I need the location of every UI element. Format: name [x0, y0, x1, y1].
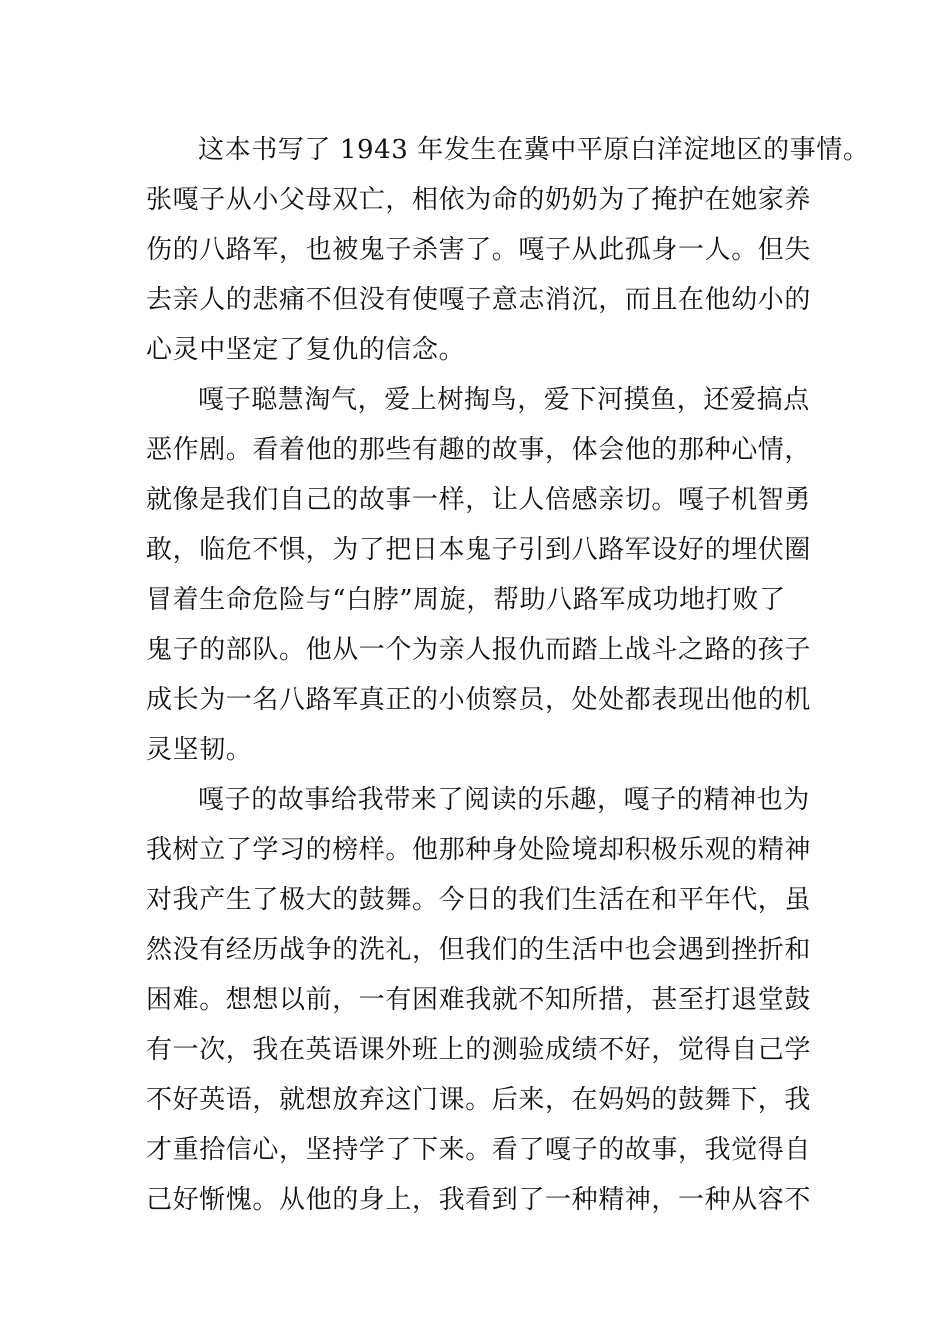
paragraph-1-line-1: 这本书写了 1943 年发生在冀中平原白洋淀地区的事情。	[198, 135, 870, 165]
paragraph-3-line-9: 己好惭愧。从他的身上，我看到了一种精神，一种从容不	[146, 1185, 812, 1215]
paragraph-3-line-6: 有一次，我在英语课外班上的测验成绩不好，觉得自己学	[146, 1035, 812, 1065]
paragraph-2-line-7: 成长为一名八路军真正的小侦察员，处处都表现出他的机	[146, 685, 812, 715]
paragraph-2-line-4: 敢，临危不惧，为了把日本鬼子引到八路军设好的埋伏圈	[146, 535, 812, 565]
paragraph-2-line-3: 就像是我们自己的故事一样，让人倍感亲切。嘎子机智勇	[146, 485, 812, 515]
paragraph-3-line-8: 才重拾信心，坚持学了下来。看了嘎子的故事，我觉得自	[146, 1135, 812, 1165]
paragraph-2-line-8: 灵坚韧。	[146, 735, 253, 765]
paragraph-2-line-6: 鬼子的部队。他从一个为亲人报仇而踏上战斗之路的孩子	[146, 635, 812, 665]
paragraph-1-line-2: 张嘎子从小父母双亡，相依为命的奶奶为了掩护在她家养	[146, 185, 812, 215]
paragraph-3-line-2: 我树立了学习的榜样。他那种身处险境却积极乐观的精神	[146, 835, 812, 865]
paragraph-2-line-2: 恶作剧。看着他的那些有趣的故事，体会他的那种心情，	[146, 435, 812, 465]
paragraph-3-line-3: 对我产生了极大的鼓舞。今日的我们生活在和平年代，虽	[146, 885, 812, 915]
paragraph-2-line-1: 嘎子聪慧淘气，爱上树掏鸟，爱下河摸鱼，还爱搞点	[198, 385, 810, 415]
paragraph-1-line-5: 心灵中坚定了复仇的信念。	[146, 335, 466, 365]
paragraph-3-line-4: 然没有经历战争的洗礼，但我们的生活中也会遇到挫折和	[146, 935, 812, 965]
paragraph-3-line-5: 困难。想想以前，一有困难我就不知所措，甚至打退堂鼓	[146, 985, 812, 1015]
paragraph-3-line-7: 不好英语，就想放弃这门课。后来，在妈妈的鼓舞下，我	[146, 1085, 812, 1115]
paragraph-1-line-3: 伤的八路军，也被鬼子杀害了。嘎子从此孤身一人。但失	[146, 235, 812, 265]
paragraph-2-line-5: 冒着生命危险与“白脖”周旋，帮助八路军成功地打败了	[146, 585, 786, 615]
paragraph-1-line-4: 去亲人的悲痛不但没有使嘎子意志消沉，而且在他幼小的	[146, 285, 812, 315]
paragraph-3-line-1: 嘎子的故事给我带来了阅读的乐趣，嘎子的精神也为	[198, 785, 810, 815]
